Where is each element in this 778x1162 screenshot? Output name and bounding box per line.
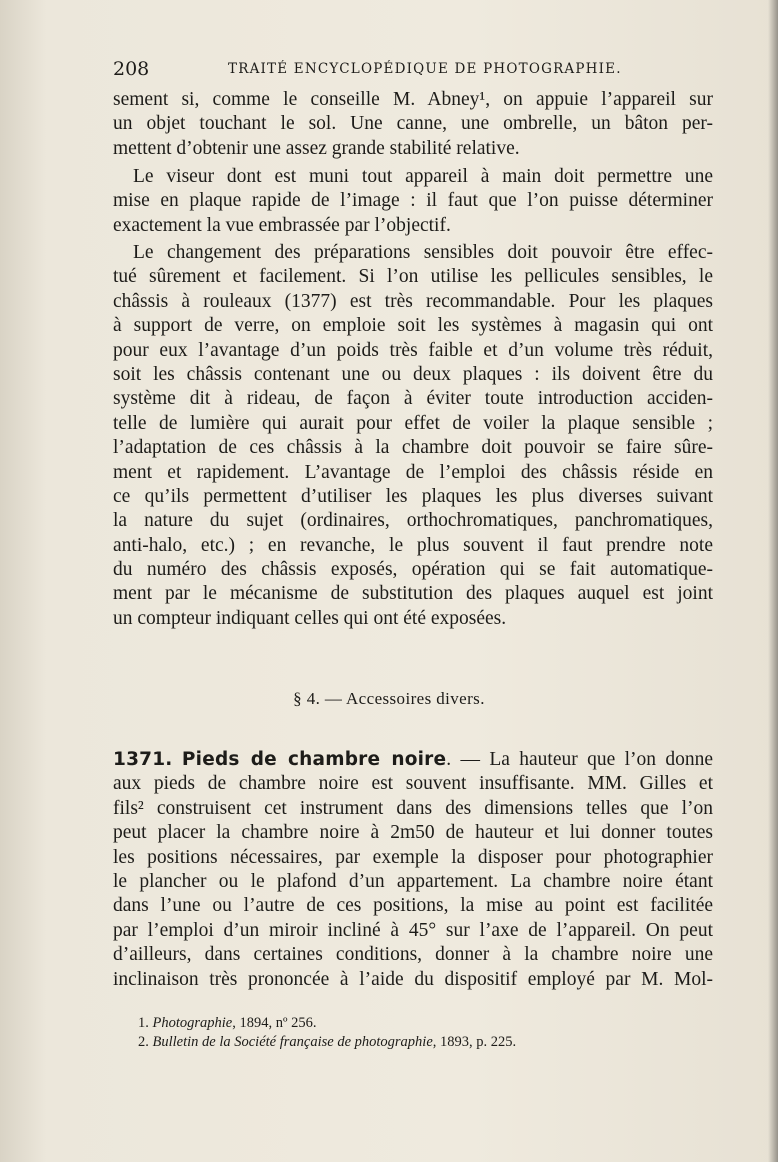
- text-line: le plancher ou le plafond d’un appartement. La chambre noire étant: [113, 870, 713, 892]
- footnote-source: Bulletin de la Société française de photographie: [152, 1034, 433, 1050]
- text-line: par l’emploi d’un miroir incliné à 45° sur l’axe de l’appareil. On peut: [113, 919, 713, 941]
- text-line: ce qu’ils permettent d’utiliser les plaques les plus diverses suivant: [113, 485, 713, 507]
- text-line: système dit à rideau, de façon à éviter toute introduction acciden-: [113, 388, 713, 410]
- text-line: un objet touchant le sol. Une canne, une ombrelle, un bâton per-: [113, 113, 713, 135]
- text-line: soit les châssis contenant une ou deux plaques : ils doivent être du: [113, 363, 713, 385]
- article-first-line: [113, 748, 713, 772]
- footnote-source: Photographie: [152, 1015, 233, 1031]
- text-line: mettent d’obtenir une assez grande stabilité relative.: [113, 137, 520, 159]
- text-line: du numéro des châssis exposés, opération qui se fait automatique-: [113, 559, 713, 581]
- footnote-detail: , 1894, nº 256.: [232, 1015, 317, 1031]
- text-line: mise en plaque rapide de l’image : il faut que l’on puisse déterminer: [113, 190, 713, 212]
- footnote-1: [138, 1014, 698, 1033]
- text-line: exactement la vue embrassée par l’objectif.: [113, 214, 451, 236]
- article-first-line-text: . — La hauteur que l’on donne: [446, 749, 714, 770]
- text-line: ment et rapidement. L’avantage de l’emploi des châssis réside en: [113, 461, 713, 483]
- text-line: inclinaison très prononcée à l’aide du dispositif employé par M. Mol-: [113, 968, 713, 990]
- text-line: d’ailleurs, dans certaines conditions, donner à la chambre noire une: [113, 944, 713, 966]
- article-number: 1371.: [113, 749, 173, 770]
- text-line: Le viseur dont est muni tout appareil à main doit permettre une: [133, 166, 713, 187]
- footnote-detail: , 1893, p. 225.: [432, 1034, 517, 1050]
- text-line: tué sûrement et facilement. Si l’on utilise les pellicules sensibles, le: [113, 266, 713, 288]
- text-line: les positions nécessaires, par exemple la disposer pour photographier: [113, 846, 713, 868]
- footnotes: [138, 1014, 698, 1052]
- article-title: Pieds de chambre noire: [181, 749, 447, 770]
- footnote-marker: 1.: [138, 1015, 149, 1031]
- text-line: telle de lumière qui aurait pour effet de voiler la plaque sensible ;: [113, 412, 713, 434]
- text-line: fils² construisent cet instrument dans des dimensions telles que l’on: [113, 797, 713, 819]
- running-title: TRAITÉ ENCYCLOPÉDIQUE DE PHOTOGRAPHIE.: [228, 61, 622, 77]
- paragraph-viewfinder: [113, 165, 713, 238]
- text-line: Le changement des préparations sensibles doit pouvoir être effec-: [133, 242, 713, 263]
- text-line: la nature du sujet (ordinaires, orthochromatiques, panchromatiques,: [113, 510, 713, 532]
- text-line: ment par le mécanisme de substitution des plaques auquel est joint: [113, 583, 713, 605]
- page-number: 208: [113, 58, 150, 80]
- footnote-2: [138, 1033, 698, 1052]
- text-line: aux pieds de chambre noire est souvent insuffisante. MM. Gilles et: [113, 773, 713, 795]
- text-line: à support de verre, on emploie soit les systèmes à magasin qui ont: [113, 315, 713, 337]
- footnote-marker: 2.: [138, 1034, 149, 1050]
- article-1371: [113, 748, 713, 992]
- text-line: sement si, comme le conseille M. Abney¹, on appuie l’appareil sur: [113, 89, 713, 110]
- text-line: châssis à rouleaux (1377) est très recommandable. Pour les plaques: [113, 290, 713, 312]
- text-line: dans l’une ou l’autre de ces positions, la mise au point est facilitée: [113, 895, 713, 917]
- paragraph-plate-holders: [113, 241, 713, 631]
- text-line: peut placer la chambre noire à 2m50 de hauteur et lui donner toutes: [113, 822, 713, 844]
- text-line: anti-halo, etc.) ; en revanche, le plus souvent il faut prendre note: [113, 534, 713, 556]
- running-head: [113, 58, 713, 84]
- section-heading: § 4. — Accessoires divers.: [293, 689, 485, 708]
- text-line: l’adaptation de ces châssis à la chambre doit pouvoir se faire sûre-: [113, 437, 713, 459]
- text-line: pour eux l’avantage d’un poids très faible et d’un volume très réduit,: [113, 339, 713, 361]
- text-line: un compteur indiquant celles qui ont été exposées.: [113, 607, 507, 629]
- paragraph-continuation: [113, 88, 713, 161]
